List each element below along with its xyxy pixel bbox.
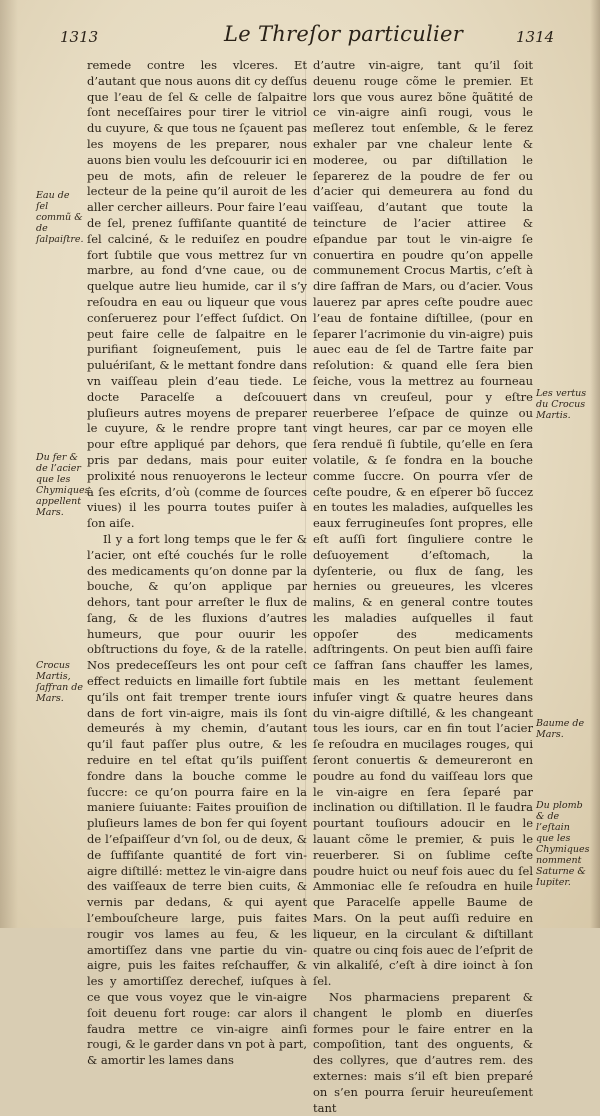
- margin-note-plomb-estain: Du plomb & de l’eſtain que les Chymiques nomment Saturne & Iupiter.: [536, 800, 590, 888]
- page-shadow-right: [590, 0, 600, 928]
- margin-note-crocus-martis: Crocus Martis, ſaffran de Mars.: [36, 660, 83, 704]
- paragraph-plomb: Nos pharmaciens preparent & changent le plomb en diuerſes formes pour le faire entrer en la compoſition, tant des onguents, & des collyres, que d’autres rem. des externes: mais s’il eſt bien preparé on s’en pourra ſeruir heureuſement tant: [313, 990, 533, 1115]
- right-page-number: 1314: [516, 28, 555, 46]
- margin-note-eau-de-sel: Eau de ſel commũ & de ſalpaiſtre.: [36, 190, 84, 245]
- right-text-column: [313, 58, 533, 1116]
- margin-note-vertus-crocus: Les vertus du Crocus Martis.: [536, 388, 587, 421]
- paragraph-crocus-martis: d’autre vin-aigre, tant qu’il ſoit deuenu rouge cõme le premier. Et lors que vous aurez bõne q̃uãtité de ce vin-aigre ainſi rougi, vous le meſlerez tout enſemble, & le ferez exhaler par vne chaleur lente & moderee, ou par diſtillation le ſeparerez de la poudre de fer ou d’acier qui demeurera au fond du vaiſſeau, d’autant que toute la teincture de l’acier attiree & eſpandue par tout le vin-aigre ſe conuertira en poudre qu’on appelle communement Crocus Martis, c’eſt à dire ſaffran de Mars, ou d’acier. Vous lauerez par apres ceſte poudre auec l’eau de fontaine diſtillee, (pour en ſeparer l’acrimonie du vin-aigre) puis auec eau de ſel de Tartre faite par reſolution: & quand elle ſera bien ſeiche, vous la mettrez au fourneau dans vn creuſeul, pour y eſtre reuerberee l’eſpace de quinze ou vingt heures, car par ce moyen elle ſera renduë ſi ſubtile, qu’elle en ſera volatile, & ſe fondra en la bouche comme ſuccre. On pourra vſer de ceſte poudre, & en eſperer bõ ſuccez en toutes les maladies, auſquelles les eaux ferrugineuſes ſont propres, elle eſt auſſi fort ſinguliere contre le deſuoyement d’eſtomach, la dyſenterie, ou flux de ſang, les hernies ou greueures, les vlceres malins, & en general contre toutes les maladies auſquelles il faut oppoſer des medicaments adſtringents. On peut bien auſſi faire ce ſaffran ſans chauffer les lames, mais en les mettant ſeulement infuſer vingt & quatre heures dans du vin-aigre diſtillé, & les changeant tous les iours, car en fin tout l’acier ſe reſoudra en mucilages rouges, qui ſeront conuertis & demeureront en poudre au fond du vaiſſeau lors que le vin-aigre en ſera ſeparé par inclination ou diſtillation. Il le faudra pourtant touſiours adoucir en le lauant cõme le premier, & puis le reuerberer. Si on ſublime ceſte poudre huict ou neuf fois auec du ſel Ammoniac elle ſe reſoudra en huile que Paracelſe appelle Baume de Mars. On la peut auſſi reduire en liqueur, en la circulant & diſtillant quatre ou cinq fois auec de l’eſprit de vin alkaliſé, c’eſt à dire ioinct à ſon ſel.: [313, 58, 533, 989]
- page-shadow-left: [0, 0, 18, 928]
- left-text-column: [87, 58, 307, 1069]
- paragraph-eau-de-sel: remede contre les vlceres. Et d’autant que nous auons dit cy deſſus que l’eau de ſel & celle de ſalpaitre ſont neceſſaires pour tirer le vitriol du cuyure, & que tous ne ſçauent pas les moyens de les preparer, nous auons bien voulu les deſcouurir ici en peu de mots, afin de releuer le lecteur de la peine qu’il auroit de les aller cercher ailleurs. Pour faire l’eau de ſel, prenez ſuffiſante quantité de ſel calciné, & le reduiſez en poudre fort ſubtile que vous mettrez ſur vn marbre, au fond d’vne caue, ou de quelque autre lieu humide, car il s’y reſoudra en eau ou liqueur que vous conſeruerez pour l’effect ſuſdict. On peut faire celle de ſalpaitre en le purifiant ſoigneuſement, puis le puluériſant, & le mettant fondre dans vn vaiſſeau plein d’eau tiede. Le docte Paracelſe a deſcouuert pluſieurs autres moyens de preparer le cuyure, & le rendre propre tant pour eſtre appliqué par dehors, que pris par dedans, mais pour euiter prolixité nous renuoyerons le lecteur à ſes eſcrits, d’où (comme de ſources viues) il les pourra toutes puiſer à ſon aiſe.: [87, 58, 307, 531]
- margin-note-fer-acier: Du fer & de l’acier que les Chymiques appellent Mars.: [36, 452, 90, 518]
- running-header: [0, 22, 600, 52]
- margin-note-baume-de-mars: Baume de Mars.: [536, 718, 585, 740]
- running-title: Le Threſor particulier: [224, 22, 464, 46]
- left-page-number: 1313: [60, 28, 99, 46]
- paragraph-fer-acier: Il y a fort long temps que le fer & l’acier, ont eſté couchés ſur le rolle des medicaments qu’on donne par la bouche, & qu’on applique par dehors, tant pour arreſter le flux de ſang, & de les fluxions d’autres humeurs, que pour ouurir les obſtructions du foye, & de la ratelle. Nos predeceſſeurs les ont pour ceſt effect reduicts en limaille fort ſubtile qu’ils ont fait tremper trente iours dans de fort vin-aigre, mais ils ſont demeurés à my chemin, d’autant qu’il faut paſſer plus outre, & les reduire en tel eſtat qu’ils puiſſent fondre dans la bouche comme le ſuccre: ce qu’on pourra faire en la maniere ſuiuante: Faites prouiſion de pluſieurs lames de bon fer qui ſoyent de l’eſpaiſſeur d’vn ſol, ou de deux, & de ſuffiſante quantité de fort vin-aigre diſtillé: mettez le vin-aigre dans des vaiſſeaux de terre bien cuits, & vernis par dedans, & qui ayent l’embouſcheure large, puis faites rougir vos lames au feu, & les amortiſſez dans vne partie du vin-aigre, puis les faites reſchauffer, & les y amortiſſez derechef, iuſques à ce que vous voyez que le vin-aigre ſoit deuenu fort rouge: car alors il faudra mettre ce vin-aigre ainſi rougi, & le garder dans vn pot à part, & amortir les lames dans: [87, 531, 307, 1068]
